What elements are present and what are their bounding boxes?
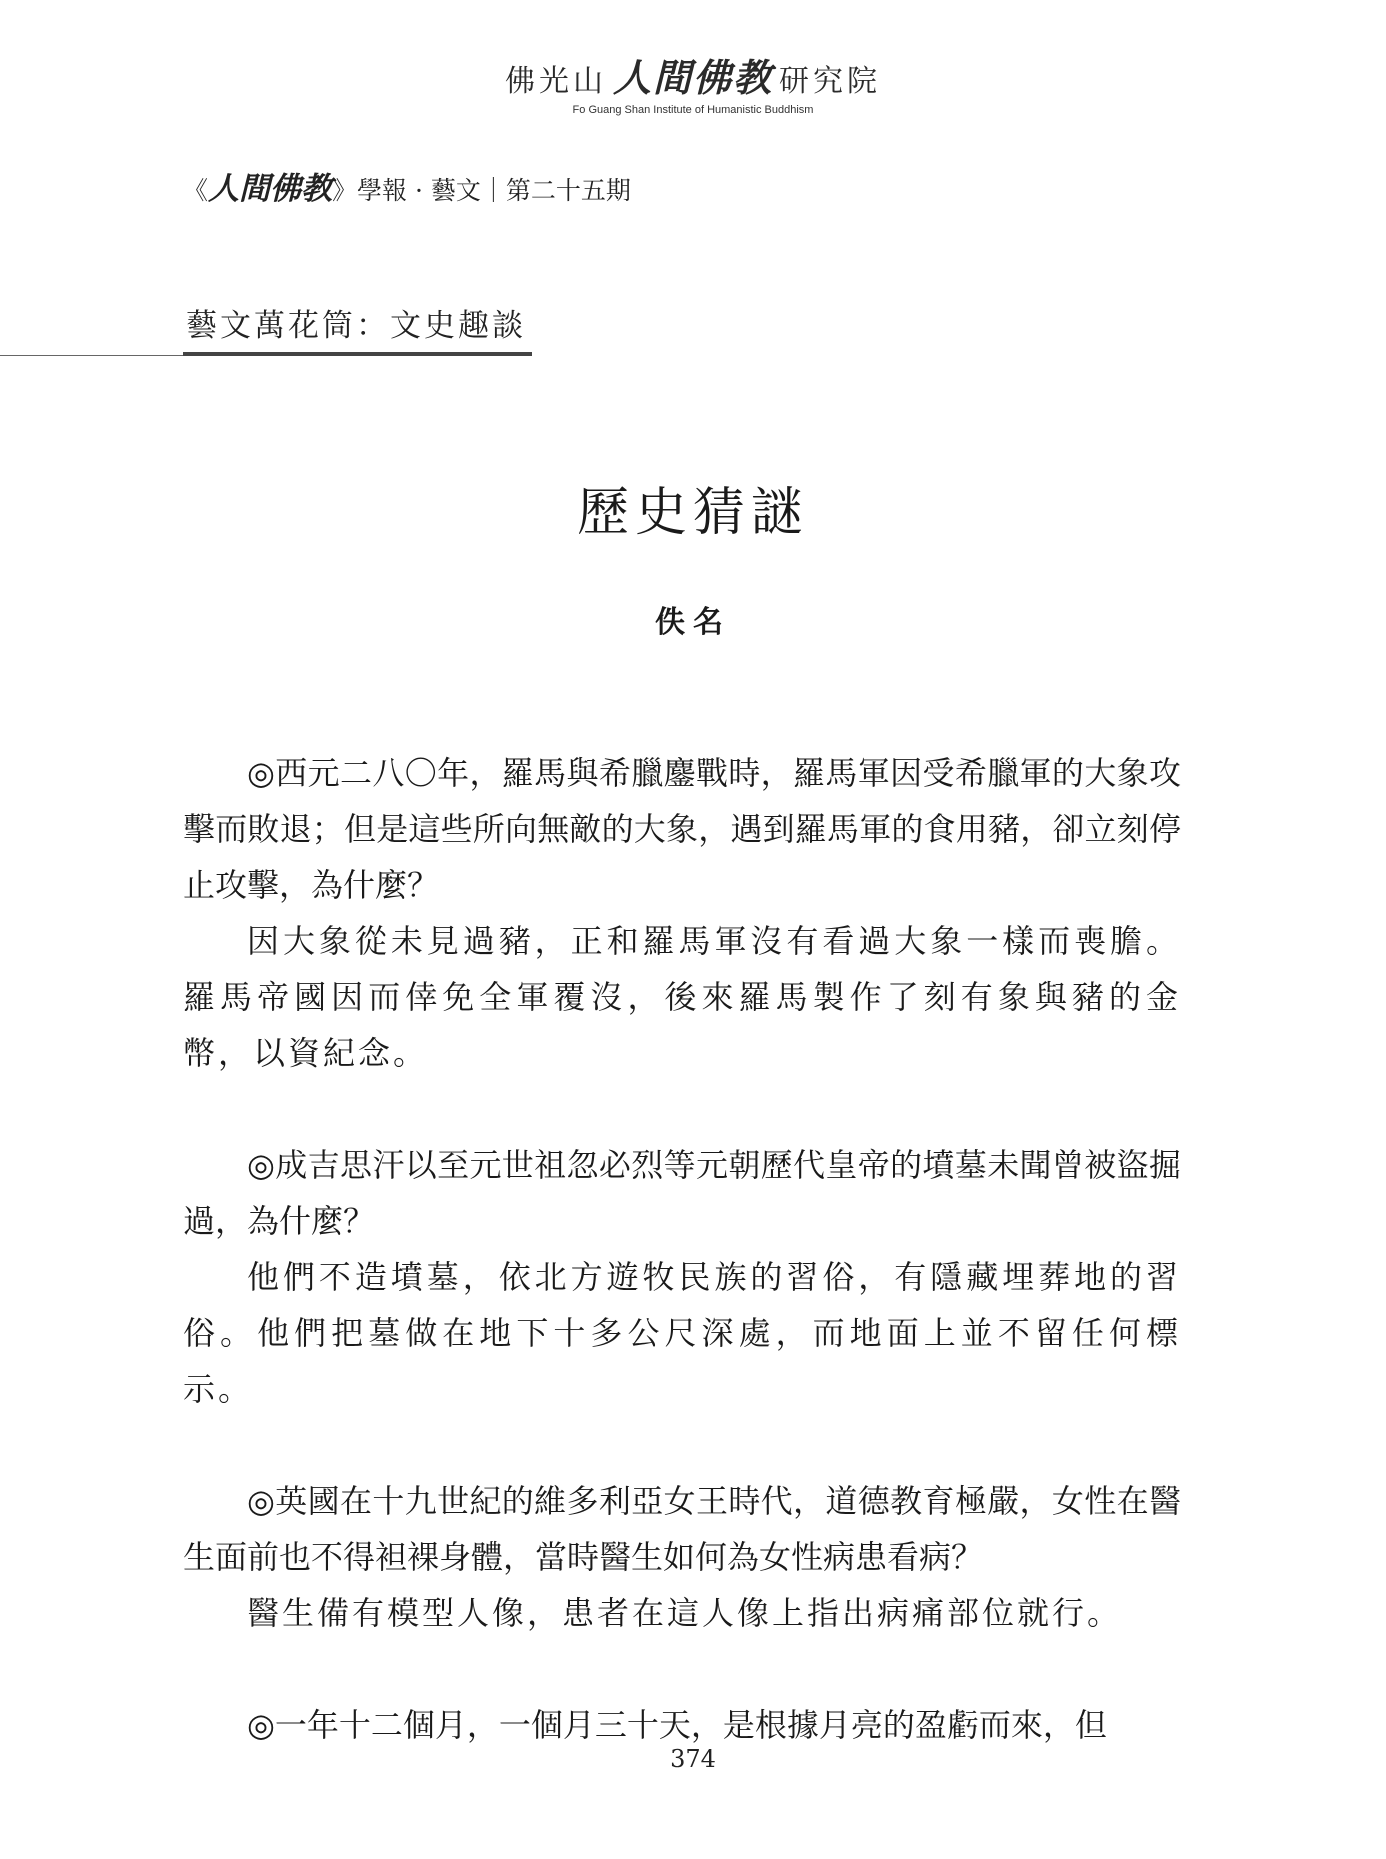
answer-paragraph: 醫生備有模型人像，患者在這人像上指出病痛部位就行。 bbox=[247, 1594, 1123, 1632]
institute-suffix: 研究院 bbox=[779, 64, 881, 99]
section-title: 藝文萬花筒：文史趣談 bbox=[186, 308, 526, 344]
journal-issue: 學報 · 藝文｜第二十五期 bbox=[357, 176, 631, 205]
paragraph-gap bbox=[183, 1641, 1181, 1697]
question-paragraph: ◎英國在十九世紀的維多利亞女王時代，道德教育極嚴，女性在醫生面前也不得袒裸身體，當時醫生如何為女性病患看病？ bbox=[183, 1482, 1181, 1576]
paragraph-gap bbox=[183, 1417, 1181, 1473]
institute-header bbox=[0, 55, 1386, 116]
paragraph-gap bbox=[183, 1081, 1181, 1137]
page-number: 374 bbox=[670, 1745, 716, 1773]
question-paragraph: ◎成吉思汗以至元世祖忽必烈等元朝歷代皇帝的墳墓未聞曾被盜掘過，為什麼？ bbox=[183, 1146, 1181, 1240]
section-rule bbox=[183, 352, 532, 356]
question-paragraph: ◎西元二八〇年，羅馬與希臘鏖戰時，羅馬軍因受希臘軍的大象攻擊而敗退；但是這些所向無敵的大象，遇到羅馬軍的食用豬，卻立刻停止攻擊，為什麼？ bbox=[183, 754, 1181, 904]
answer-paragraph: 他們不造墳墓，依北方遊牧民族的習俗，有隱藏埋葬地的習俗。他們把墓做在地下十多公尺深處，而地面上並不留任何標示。 bbox=[183, 1258, 1181, 1408]
article-author: 佚名 bbox=[655, 605, 731, 640]
answer-paragraph: 因大象從未見過豬，正和羅馬軍沒有看過大象一樣而喪膽。羅馬帝國因而倖免全軍覆沒，後來羅馬製作了刻有象與豬的金幣，以資紀念。 bbox=[183, 922, 1181, 1072]
article-body bbox=[183, 745, 1181, 1753]
journal-running-head bbox=[183, 163, 631, 208]
article-title: 歷史猜謎 bbox=[576, 483, 809, 543]
journal-open-mark: 《 bbox=[183, 176, 209, 205]
institute-name bbox=[0, 55, 1386, 102]
question-paragraph: ◎一年十二個月，一個月三十天，是根據月亮的盈虧而來，但 bbox=[247, 1706, 1107, 1744]
institute-prefix: 佛光山 bbox=[504, 64, 607, 99]
institute-brand-logo: 人間佛教 bbox=[612, 55, 773, 100]
institute-english-name: Fo Guang Shan Institute of Humanistic Buddhism bbox=[572, 104, 814, 116]
journal-close-mark: 》 bbox=[332, 176, 358, 205]
journal-brand: 人間佛教 bbox=[208, 171, 333, 207]
